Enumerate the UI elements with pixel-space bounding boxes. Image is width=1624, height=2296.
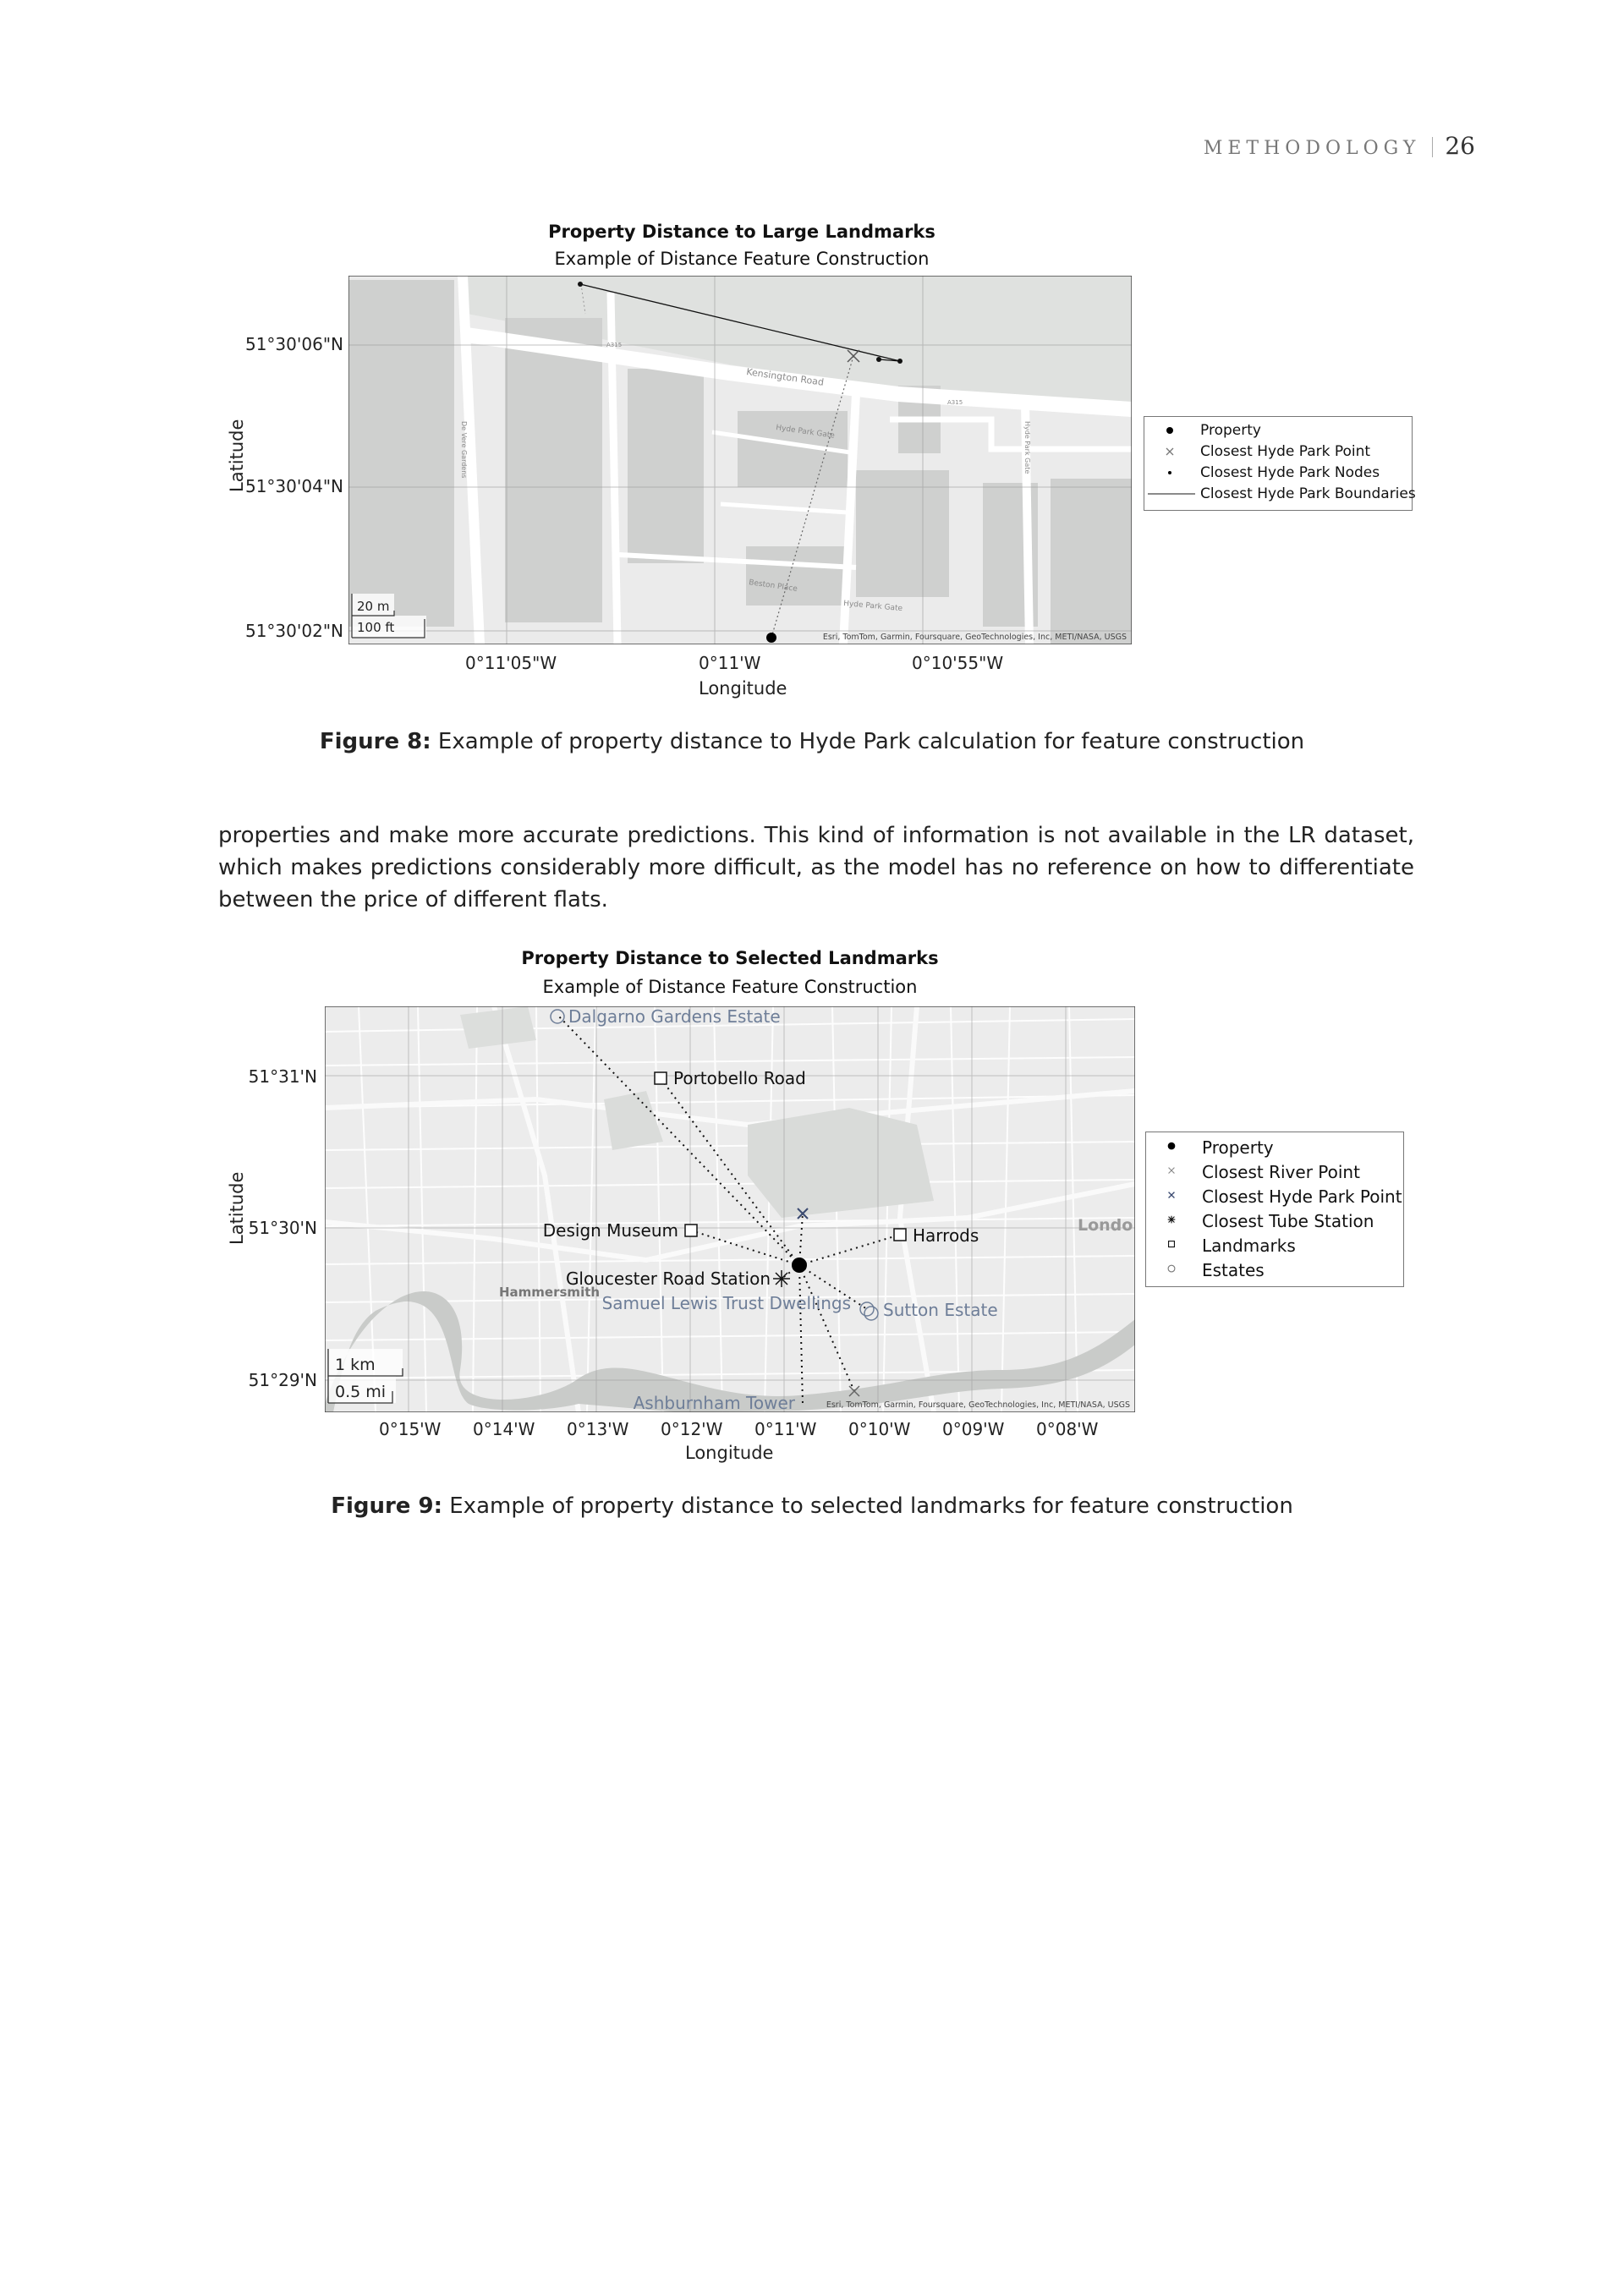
figure8-ytick: 51°30'06"N bbox=[244, 334, 343, 354]
header-section: METHODOLOGY bbox=[1203, 138, 1421, 159]
closest-hyde-park-node bbox=[897, 359, 903, 364]
legend-label: Closest Hyde Park Nodes bbox=[1200, 464, 1380, 481]
scale-bar bbox=[328, 1349, 403, 1403]
scale-label: 0.5 mi bbox=[335, 1383, 387, 1401]
legend-label: Closest Tube Station bbox=[1202, 1211, 1374, 1231]
figure9-ytick: 51°29'N bbox=[248, 1370, 317, 1390]
figure8-map bbox=[348, 276, 1132, 644]
landmark-label: Harrods bbox=[913, 1225, 979, 1246]
figure8-xlabel: Longitude bbox=[699, 678, 787, 699]
map-attribution: Esri, TomTom, Garmin, Foursquare, GeoTechnologies, Inc, METI/NASA, USGS bbox=[826, 1400, 1130, 1410]
closest-hyde-park-node bbox=[578, 282, 583, 287]
figure9-xtick: 0°15'W bbox=[379, 1419, 442, 1439]
legend-label: Closest Hyde Park Boundaries bbox=[1200, 485, 1416, 502]
figure9-legend bbox=[1145, 1132, 1404, 1287]
legend-item bbox=[1144, 463, 1412, 484]
legend-item bbox=[1146, 1209, 1403, 1234]
place-label: Londo bbox=[1078, 1216, 1133, 1235]
legend-property-symbol bbox=[1144, 420, 1195, 441]
map-attribution: Esri, TomTom, Garmin, Foursquare, GeoTechnologies, Inc, METI/NASA, USGS bbox=[822, 633, 1127, 642]
figure9-xtick: 0°09'W bbox=[942, 1419, 1005, 1439]
legend-label: Estates bbox=[1202, 1260, 1265, 1280]
legend-item bbox=[1144, 420, 1412, 441]
figure9-xtick: 0°14'W bbox=[473, 1419, 535, 1439]
figure8-xtick: 0°11'05"W bbox=[465, 653, 557, 673]
street-label: A315 bbox=[606, 342, 623, 348]
legend-square-symbol bbox=[1146, 1234, 1197, 1255]
figure9-ylabel: Latitude bbox=[227, 1171, 247, 1245]
caption-label: Figure 9: bbox=[331, 1493, 442, 1519]
figure9-ytick: 51°30'N bbox=[248, 1218, 317, 1238]
legend-label: Closest Hyde Park Point bbox=[1200, 443, 1371, 460]
figure8-ytick: 51°30'04"N bbox=[244, 476, 343, 496]
street-label: Hyde Park Gate bbox=[1023, 421, 1031, 474]
legend-label: Property bbox=[1202, 1137, 1274, 1158]
legend-line-symbol bbox=[1144, 484, 1195, 505]
figure9-xtick: 0°10'W bbox=[848, 1419, 911, 1439]
legend-asterisk-symbol bbox=[1146, 1209, 1197, 1230]
legend-item bbox=[1146, 1234, 1403, 1258]
landmark-label: Design Museum bbox=[542, 1220, 678, 1241]
figure9-xlabel: Longitude bbox=[685, 1443, 774, 1463]
figure9-ytick: 51°31'N bbox=[248, 1066, 317, 1087]
figure9-xtick: 0°08'W bbox=[1036, 1419, 1099, 1439]
legend-cross-symbol bbox=[1146, 1185, 1197, 1206]
caption-label: Figure 8: bbox=[319, 729, 431, 754]
legend-river-symbol bbox=[1146, 1160, 1197, 1181]
figure8-subtitle: Example of Distance Feature Construction bbox=[554, 249, 930, 269]
figure8-ylabel: Latitude bbox=[227, 419, 247, 492]
estate-label: Dalgarno Gardens Estate bbox=[568, 1006, 781, 1027]
estate-label: Sutton Estate bbox=[883, 1300, 998, 1320]
caption-text: Example of property distance to selected landmarks for feature construction bbox=[449, 1493, 1293, 1519]
legend-item bbox=[1144, 441, 1412, 463]
page-number: 26 bbox=[1445, 132, 1475, 160]
legend-cross-symbol bbox=[1144, 441, 1195, 463]
street-label: Beston Place bbox=[748, 578, 798, 595]
street-label: A315 bbox=[947, 399, 963, 406]
header-divider bbox=[1432, 137, 1433, 157]
closest-hyde-park-node bbox=[876, 357, 881, 362]
landmark-label: Portobello Road bbox=[673, 1068, 806, 1088]
hyde-park-area bbox=[748, 1108, 934, 1218]
street-label: Hyde Park Gate bbox=[775, 424, 836, 441]
legend-circle-symbol bbox=[1146, 1258, 1197, 1280]
figure9-xtick: 0°11'W bbox=[754, 1419, 817, 1439]
property-marker bbox=[792, 1258, 807, 1273]
place-label: Hammersmith bbox=[499, 1285, 601, 1300]
legend-label: Property bbox=[1200, 422, 1261, 439]
figure8-title: Property Distance to Large Landmarks bbox=[548, 222, 935, 242]
figure9-xtick: 0°12'W bbox=[661, 1419, 723, 1439]
property-marker bbox=[766, 633, 776, 643]
body-paragraph: properties and make more accurate predictions. This kind of information is not available in the LR dataset, which makes predictions considerably more difficult, as the model has no reference on how to differentiate between the price of different flats. bbox=[218, 823, 1414, 912]
street-label: De Vere Gardens bbox=[460, 421, 468, 479]
scale-label: 100 ft bbox=[357, 620, 395, 635]
street-label: Kensington Road bbox=[745, 366, 825, 388]
caption-text: Example of property distance to Hyde Park calculation for feature construction bbox=[437, 729, 1305, 754]
legend-property-symbol bbox=[1146, 1136, 1197, 1157]
legend-label: Closest Hyde Park Point bbox=[1202, 1186, 1402, 1207]
figure8-xtick: 0°11'W bbox=[699, 653, 761, 673]
figure9-caption bbox=[0, 1493, 1624, 1519]
scale-label: 1 km bbox=[335, 1356, 376, 1374]
landmark-marker bbox=[685, 1225, 697, 1236]
figure8-caption bbox=[0, 729, 1624, 754]
figure9-map bbox=[325, 1006, 1135, 1412]
legend-item bbox=[1146, 1136, 1403, 1160]
legend-item bbox=[1146, 1160, 1403, 1185]
legend-label: Closest River Point bbox=[1202, 1162, 1360, 1182]
figure9-title: Property Distance to Selected Landmarks bbox=[521, 948, 939, 968]
landmark-label: Gloucester Road Station bbox=[565, 1269, 771, 1289]
legend-label: Landmarks bbox=[1202, 1236, 1296, 1256]
figure8-xtick: 0°10'55"W bbox=[912, 653, 1004, 673]
legend-item bbox=[1146, 1185, 1403, 1209]
running-header bbox=[1204, 132, 1475, 160]
figure9-subtitle: Example of Distance Feature Construction bbox=[542, 977, 918, 997]
street-label: Hyde Park Gate bbox=[842, 600, 903, 614]
landmark-marker bbox=[894, 1229, 906, 1241]
landmark-marker bbox=[655, 1072, 667, 1084]
closest-tube-station-marker bbox=[773, 1270, 790, 1287]
scale-label: 20 m bbox=[357, 599, 390, 614]
legend-node-symbol bbox=[1144, 463, 1195, 484]
figure8-ytick: 51°30'02"N bbox=[244, 621, 343, 641]
estate-label: Samuel Lewis Trust Dwellings bbox=[601, 1293, 851, 1313]
legend-item bbox=[1144, 484, 1416, 505]
figure9-xtick: 0°13'W bbox=[567, 1419, 629, 1439]
legend-item bbox=[1146, 1258, 1403, 1283]
figure8-legend bbox=[1144, 416, 1416, 511]
estate-label: Ashburnham Tower bbox=[633, 1393, 795, 1412]
